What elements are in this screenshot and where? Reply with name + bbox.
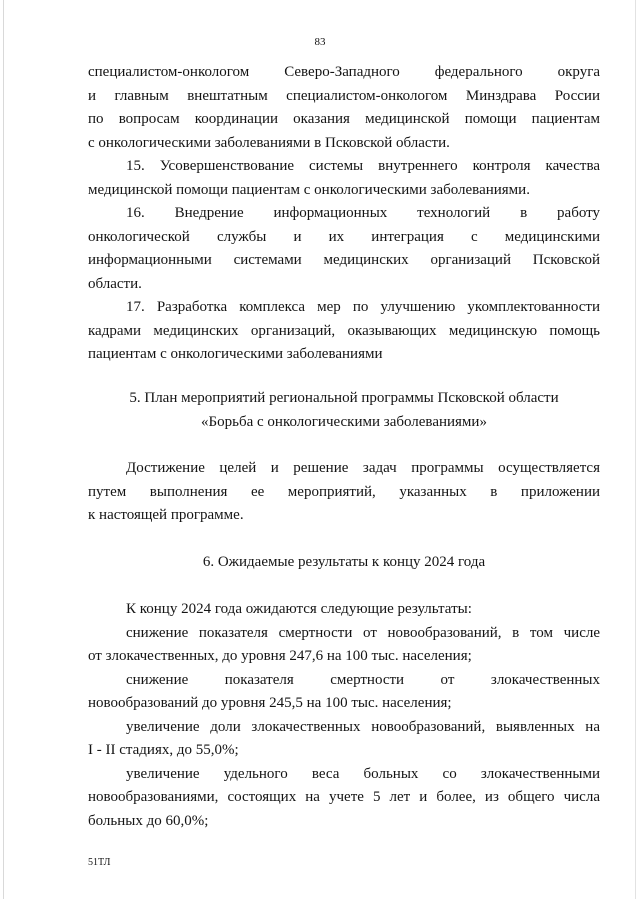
text-line: 17. Разработка комплекса мер по улучшению укомплектованности — [126, 299, 600, 315]
result-item — [88, 669, 600, 716]
text-line: новообразованиями, состоящих на учете 5 лет и более, из общего числа — [88, 789, 600, 805]
text-line: увеличение доли злокачественных новообразований, выявленных на — [126, 718, 600, 735]
text-line: онкологической службы и их интеграция с медицинскими — [88, 228, 600, 245]
section-heading-line: 6. Ожидаемые результаты к концу 2024 года — [202, 554, 486, 570]
text-line: больных до 60,0%; — [88, 812, 209, 829]
text-line: по вопросам координации оказания медицинской помощи пациентам — [88, 111, 600, 127]
text-line: от злокачественных, до уровня 247,6 на 100 тыс. населения; — [88, 648, 472, 664]
text-line: Достижение целей и решение задач программы осуществляется — [126, 460, 600, 476]
text-line: с онкологическими заболеваниями в Псковской области. — [88, 134, 450, 151]
page-number: 83 — [314, 36, 326, 48]
text-line: снижение показателя смертности от новообразований, в том числе — [126, 624, 600, 641]
footer-code: 51ТЛ — [88, 857, 111, 868]
paragraph-item-17 — [88, 296, 600, 367]
result-item — [88, 763, 600, 834]
section-heading-line: «Борьба с онкологическими заболеваниями» — [201, 413, 487, 430]
section-5-paragraph — [88, 457, 600, 528]
section-6-heading — [88, 551, 600, 575]
text-line: и главным внештатным специалистом-онкологом Минздрава России — [88, 87, 600, 104]
results-intro — [88, 598, 600, 622]
expected-results — [88, 598, 600, 833]
text-line: новообразований до уровня 245,5 на 100 тыс. населения; — [88, 695, 452, 711]
text-line: области. — [88, 275, 142, 292]
scan-edge-left — [3, 0, 4, 899]
section-heading-line: 5. План мероприятий региональной программы Псковской области — [129, 390, 559, 406]
text-line: медицинской помощи пациентам с онкологическими заболеваниями. — [88, 181, 530, 198]
text-line: информационными системами медицинских организаций Псковской — [88, 252, 600, 268]
text-line: К концу 2024 года ожидаются следующие результаты: — [126, 601, 472, 617]
measures-list-continuation — [88, 61, 600, 367]
text-line: к настоящей программе. — [88, 507, 244, 523]
text-line: пациентам с онкологическими заболеваниями — [88, 346, 383, 362]
paragraph-item-14-tail — [88, 61, 600, 155]
text-line: путем выполнения ее мероприятий, указанных в приложении — [88, 483, 600, 500]
text-line: I - II стадиях, до 55,0%; — [88, 742, 239, 758]
paragraph-item-16 — [88, 202, 600, 296]
text-line: специалистом-онкологом Северо-Западного федерального округа — [88, 64, 600, 80]
section-5-heading — [88, 387, 600, 434]
paragraph — [88, 457, 600, 528]
result-item — [88, 622, 600, 669]
text-line: кадрами медицинских организаций, оказывающих медицинскую помощь — [88, 322, 600, 339]
scan-edge-right — [635, 0, 636, 899]
text-line: снижение показателя смертности от злокачественных — [126, 671, 600, 688]
result-item — [88, 716, 600, 763]
text-line: 16. Внедрение информационных технологий в работу — [126, 205, 600, 221]
text-line: 15. Усовершенствование системы внутреннего контроля качества — [126, 158, 600, 174]
paragraph-item-15 — [88, 155, 600, 202]
text-line: увеличение удельного веса больных со злокачественными — [126, 765, 600, 782]
